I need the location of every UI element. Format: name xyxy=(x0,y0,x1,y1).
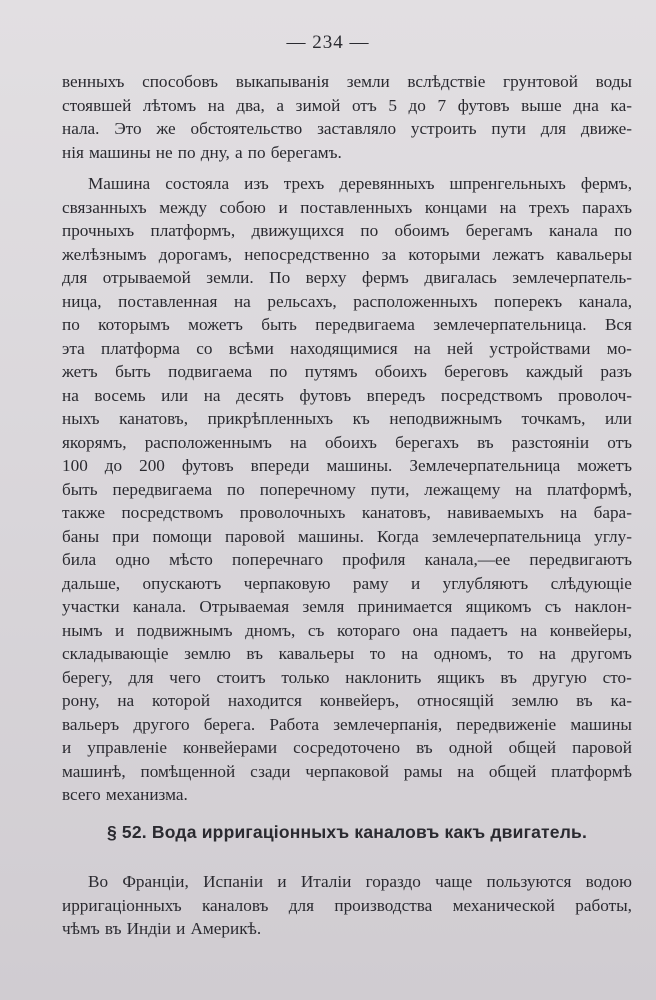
text-line: ныхъ канатовъ, прикрѣпленныхъ къ неподвижнымъ точкамъ, или xyxy=(62,409,632,428)
text-line: нымъ и подвижнымъ дномъ, съ котораго она падаетъ на конвейеры, xyxy=(62,620,632,640)
text-line: быть передвигаема по поперечному пути, лежащему на платформѣ, xyxy=(62,479,632,499)
text-line: всего механизма. xyxy=(62,785,188,804)
text-line: складывающіе землю въ кавальеры то на одномъ, то на другомъ xyxy=(62,644,632,663)
paragraph-continuation xyxy=(62,70,632,164)
text-line: вальеръ другого берега. Работа землечерпанія, передвиженіе машины xyxy=(62,714,632,734)
text-line: баны при помощи паровой машины. Когда землечерпательница углу- xyxy=(62,526,632,546)
text-line: по которымъ можетъ быть передвигаема землечерпательница. Вся xyxy=(62,315,632,334)
text-line: била одно мѣсто поперечнаго профиля канала,—ее передвигаютъ xyxy=(62,550,632,569)
text-line: нала. Это же обстоятельство заставляло устроить пути для движе- xyxy=(62,119,632,138)
text-line: венныхъ способовъ выкапыванія земли вслѣдствіе грунтовой воды xyxy=(62,72,632,91)
text-line: участки канала. Отрываемая земля принимается ящикомъ съ наклон- xyxy=(62,597,632,616)
section-heading: § 52. Вода ирригаціонныхъ каналовъ какъ двигатель. xyxy=(106,822,588,842)
text-line: рону, на которой находится конвейеръ, относящій землю въ ка- xyxy=(62,691,632,710)
text-line: желѣзнымъ дорогамъ, непосредственно за которыми лежатъ кавальеры xyxy=(62,244,632,264)
text-line: Машина состояла изъ трехъ деревянныхъ шпренгельныхъ фермъ, xyxy=(88,174,632,193)
paragraph-machine xyxy=(62,172,632,807)
text-line: Во Франціи, Испаніи и Италіи гораздо чаще пользуются водою xyxy=(88,872,632,891)
text-line: для отрываемой земли. По верху фермъ двигалась землечерпатель- xyxy=(62,268,632,287)
text-line: стоявшей лѣтомъ на два, а зимой отъ 5 до 7 футовъ выше дна ка- xyxy=(62,95,632,115)
text-line: прочныхъ платформъ, движущихся по обоимъ берегамъ канала по xyxy=(62,221,632,240)
text-line: нія машины не по дну, а по берегамъ. xyxy=(62,142,342,162)
text-line: ница, поставленная на рельсахъ, расположенныхъ поперекъ канала, xyxy=(62,291,632,311)
text-line: машинѣ, помѣщенной сзади черпаковой рамы на общей платформѣ xyxy=(62,761,632,781)
text-line: эта платформа со всѣми находящимися на ней устройствами мо- xyxy=(62,338,632,358)
text-line: якорямъ, расположеннымъ на обоихъ берегахъ въ разстояніи отъ xyxy=(62,432,632,452)
text-line: также посредствомъ проволочныхъ канатовъ, навиваемыхъ на бара- xyxy=(62,503,632,522)
page-number: — 234 — xyxy=(286,32,370,53)
paragraph-irrigation xyxy=(62,870,632,941)
text-line: берегу, для чего стоитъ только наклонить ящикъ въ другую сто- xyxy=(62,667,632,687)
text-line: и управленіе конвейерами сосредоточено въ одной общей паровой xyxy=(62,738,632,757)
text-line: ирригаціонныхъ каналовъ для производства механической работы, xyxy=(62,895,632,915)
text-line: чѣмъ въ Индіи и Америкѣ. xyxy=(62,919,262,938)
text-line: дальше, опускаютъ черпаковую раму и углубляютъ слѣдующіе xyxy=(62,573,632,593)
text-line: 100 до 200 футовъ впереди машины. Землечерпательница можетъ xyxy=(62,456,632,475)
text-line: жетъ быть подвигаема по путямъ обоихъ береговъ каждый разъ xyxy=(62,362,632,381)
text-line: связанныхъ между собою и поставленныхъ концами на трехъ парахъ xyxy=(62,197,632,217)
text-line: на восемь или на десять футовъ впередъ посредствомъ проволоч- xyxy=(62,385,632,405)
